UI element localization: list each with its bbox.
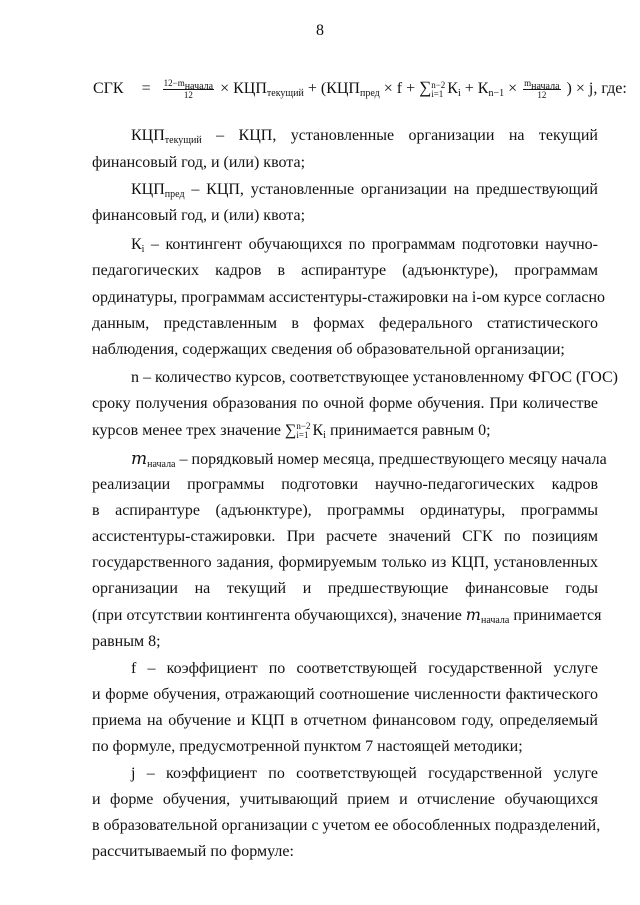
line-m-sub: начала <box>480 615 510 626</box>
line-subscript: начала <box>147 459 176 470</box>
line-text: j – коэффициент по соответствующей государственной услуге <box>131 765 598 782</box>
text-line <box>92 816 601 836</box>
line-text: n – количество курсов, соответствующее установленному ФГОС (ГОС) <box>131 369 618 386</box>
text-line <box>131 659 598 679</box>
sum-lower: i=1 <box>296 430 309 441</box>
line-text: КЦП <box>131 127 165 144</box>
formula-sigma: ∑ <box>419 78 432 98</box>
frac2-den: 12 <box>537 90 547 100</box>
formula-term-5: + К <box>464 80 489 98</box>
line-text: К <box>131 236 142 253</box>
formula-lhs: СГК <box>93 80 124 98</box>
text-line <box>92 605 602 626</box>
frac2-num: m <box>524 78 532 88</box>
line-text: данным, представленным в формах федерального статистического <box>92 315 598 332</box>
frac1-num: 12−m <box>163 78 185 88</box>
line-text: педагогических кадров в аспирантуре (адъюнктуре), программам <box>92 262 598 279</box>
line-text: в образовательной организации с учетом ее обособленных подразделений, <box>92 817 601 834</box>
text-line <box>92 685 598 705</box>
line-after: – КЦП, установленные организации на предшествующий <box>184 181 598 198</box>
formula-term-4-sub: i <box>457 88 461 100</box>
text-line <box>92 553 598 573</box>
text-line <box>92 711 598 731</box>
line-after: – контингент обучающихся по программам подготовки научно- <box>144 236 598 253</box>
text-line <box>131 126 598 146</box>
formula-term-6: × <box>508 80 518 98</box>
formula-term-4: К <box>447 80 458 98</box>
text-line <box>92 340 598 360</box>
text-line <box>92 579 598 599</box>
text-line <box>131 180 598 200</box>
text-line <box>92 421 598 441</box>
line-subscript: пред <box>164 189 185 200</box>
text-line <box>131 368 618 388</box>
line-text: и форме обучения, учитывающий прием и отчисление обучающихся <box>92 791 598 808</box>
sigma-lower: i=1 <box>431 88 444 99</box>
text-line <box>92 475 598 495</box>
line-head: m <box>131 449 148 469</box>
sum-limits <box>296 422 310 440</box>
line-text: организации на текущий и предшествующие финансовые годы <box>92 580 598 597</box>
line-subscript: i <box>141 244 145 255</box>
line-tail: принимается <box>509 607 602 624</box>
line-tail: принимается равным 0; <box>325 422 491 439</box>
line-text: по формуле, предусмотренной пунктом 7 настоящей методики; <box>92 738 523 755</box>
sum-upper: n−2 <box>296 421 311 432</box>
line-text: сроку получения образования по очной форме обучения. При количестве <box>92 395 598 412</box>
line-text: и форме обучения, отражающий соотношение численности фактического <box>92 686 598 703</box>
text-line <box>92 527 598 547</box>
text-line <box>131 235 598 255</box>
line-text: курсов менее трех значение ∑ <box>92 422 297 439</box>
line-text: в аспирантуре (адъюнктуре), программы ординатуры, программы <box>92 502 598 519</box>
text-line <box>92 842 598 862</box>
line-text: приема на обучение и КЦП в отчетном финансовом году, определяемый <box>92 712 598 729</box>
sigma-upper: n−2 <box>431 79 446 90</box>
line-after: – порядковый номер месяца, предшествующего месяцу начала <box>175 451 607 468</box>
text-line <box>92 153 598 173</box>
formula-sigma-limits <box>431 81 445 99</box>
line-text: наблюдения, содержащих сведения об образовательной организации; <box>92 341 565 358</box>
line-text: КЦП <box>131 181 165 198</box>
text-line <box>131 449 607 470</box>
line-text: ассистентуры-стажировки. При расчете значений СГК по позициям <box>92 528 598 545</box>
line-text: равным 8; <box>92 633 161 650</box>
text-line <box>92 288 606 308</box>
line-m: m <box>465 605 481 624</box>
text-line <box>92 737 598 757</box>
line-text: (при отсутствии контингента обучающихся), значение <box>92 607 466 624</box>
formula-term-3: × f + <box>383 80 416 98</box>
frac1-num-sub: начала <box>184 81 214 92</box>
formula-term-1-sub: текущий <box>266 88 304 100</box>
text-line <box>92 501 598 521</box>
line-text: финансовый год, и (или) квота; <box>92 207 306 224</box>
text-line <box>92 314 598 334</box>
frac1-den: 12 <box>183 90 193 100</box>
formula-term-2-sub: пред <box>359 88 380 100</box>
text-line <box>131 764 598 784</box>
formula-term-2: + (КЦП <box>307 80 360 98</box>
sum-term: К <box>312 422 324 439</box>
line-text: рассчитываемый по формуле: <box>92 843 294 860</box>
text-line <box>92 790 598 810</box>
text-line <box>92 206 598 226</box>
formula-fraction-1 <box>163 78 214 101</box>
text-line <box>92 394 598 414</box>
line-subscript: текущий <box>164 135 202 146</box>
page-number: 8 <box>316 22 324 39</box>
line-text: государственного задания, формируемым только из КЦП, установленных <box>92 554 598 571</box>
frac2-num-sub: начала <box>531 81 560 92</box>
formula-term-5-sub: n−1 <box>488 88 505 100</box>
formula-term-7: ) × j, где: <box>566 80 627 98</box>
line-text: ординатуры, программам ассистентуры-стажировки на i-ом курсе согласно <box>92 289 606 306</box>
sgk-formula <box>93 78 627 101</box>
line-text: реализации программы подготовки научно-педагогических кадров <box>92 476 598 493</box>
line-text: f – коэффициент по соответствующей государственной услуге <box>131 660 598 677</box>
formula-term-1: × КЦП <box>220 80 267 98</box>
formula-fraction-2 <box>523 78 560 101</box>
line-text: финансовый год, и (или) квота; <box>92 154 306 171</box>
text-line <box>92 632 598 652</box>
line-after: – КЦП, установленные организации на текущий <box>201 127 598 144</box>
sum-term-sub: i <box>323 430 326 441</box>
formula-eq: = <box>141 80 151 98</box>
text-line <box>92 261 598 281</box>
